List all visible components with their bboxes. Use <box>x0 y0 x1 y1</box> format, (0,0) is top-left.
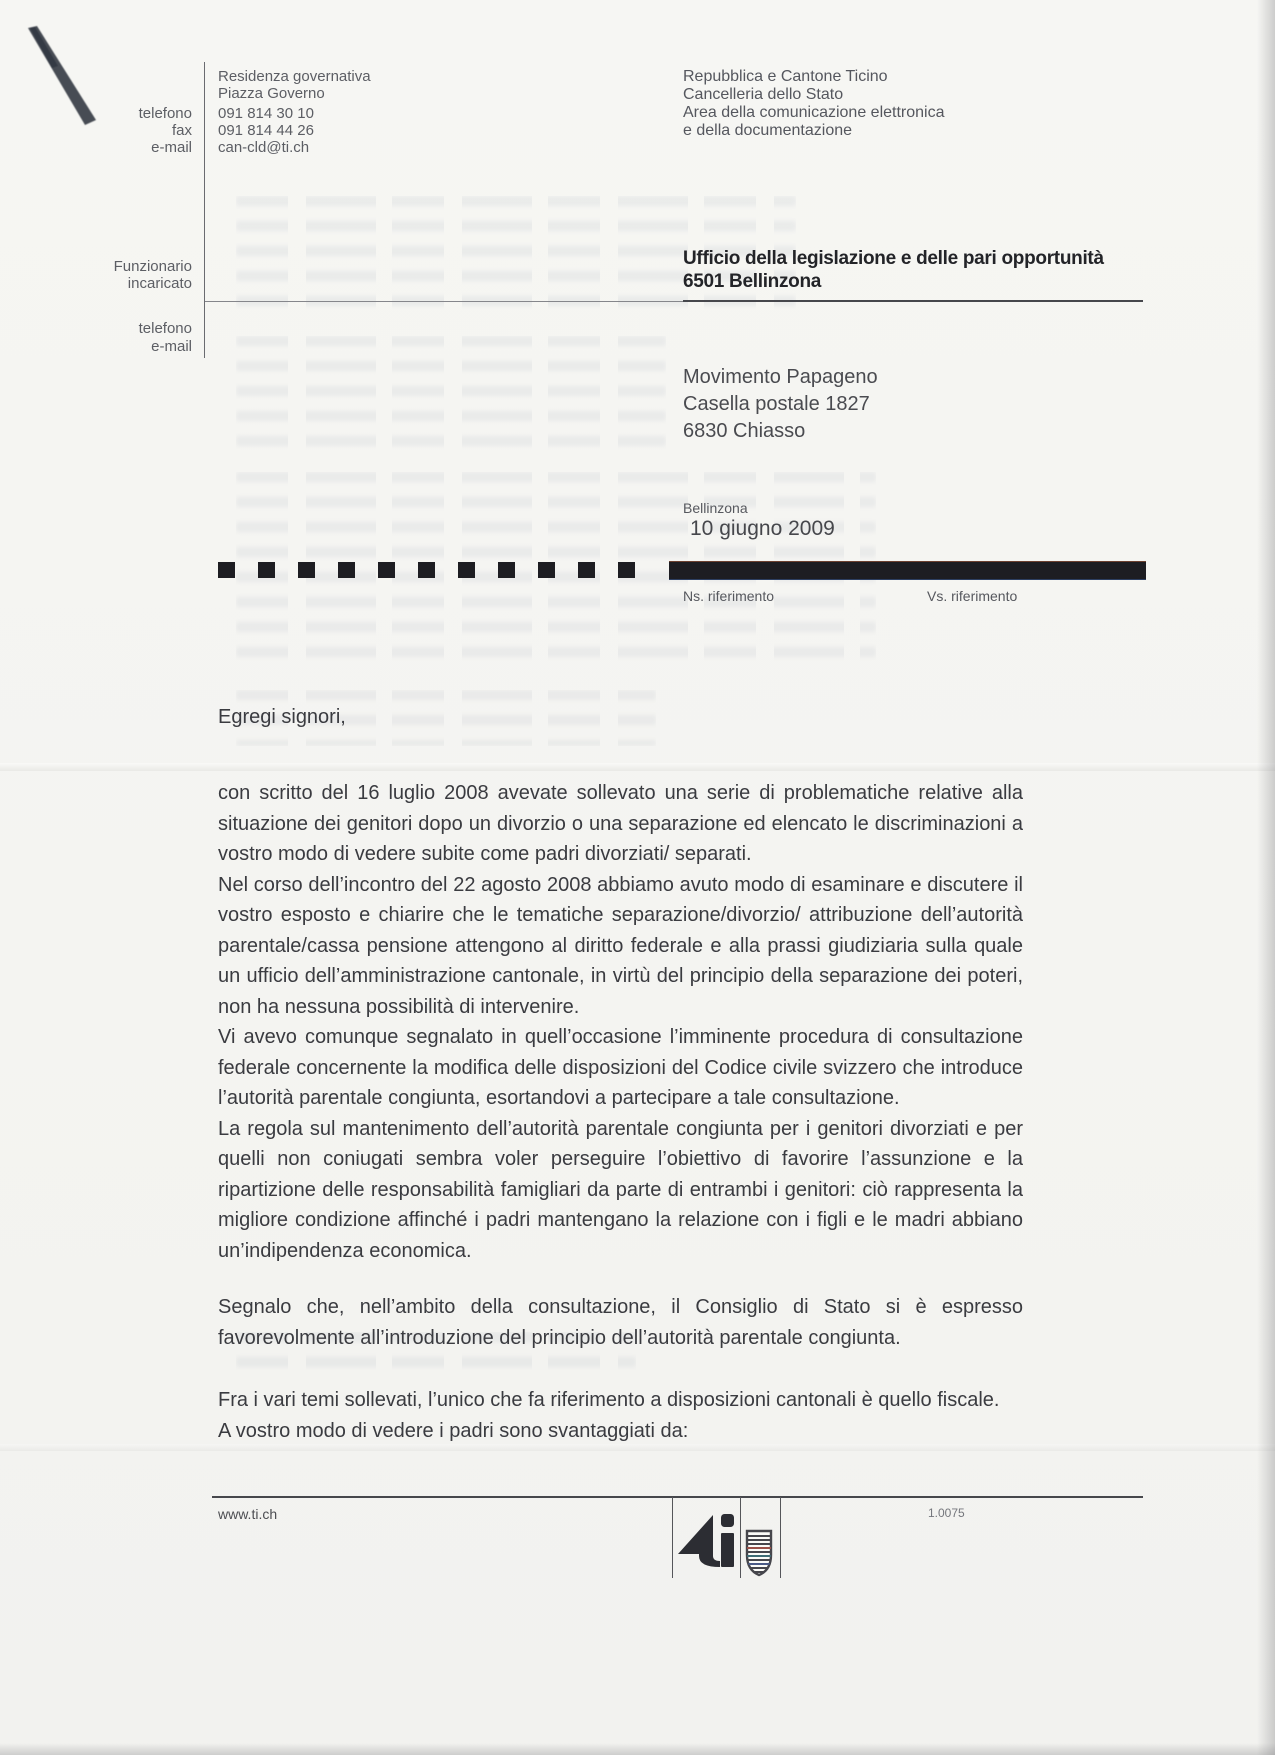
our-reference-label: Ns. riferimento <box>683 588 775 604</box>
paper-fold-crease <box>0 763 1275 771</box>
contact-label: telefono <box>138 105 192 122</box>
separator-bar <box>669 561 1146 580</box>
separator-square <box>298 562 315 578</box>
org-line: Repubblica e Cantone Ticino <box>683 68 888 85</box>
contact-label: e-mail <box>151 139 192 156</box>
separator-square <box>418 562 435 578</box>
org-line: Cancelleria dello Stato <box>683 86 844 103</box>
footer-logo-divider <box>780 1497 781 1578</box>
body-paragraph-block <box>218 1385 1023 1446</box>
separator-square <box>338 562 355 578</box>
body-paragraph-block <box>218 1292 1023 1353</box>
separator-square <box>538 562 555 578</box>
separator-square <box>578 562 595 578</box>
org-line: Area della comunicazione elettronica <box>683 104 945 121</box>
salutation: Egregi signori, <box>218 706 346 728</box>
recipient-line: 6830 Chiasso <box>683 420 806 442</box>
letter-date: 10 giugno 2009 <box>690 517 835 540</box>
date-place-label: Bellinzona <box>683 500 748 516</box>
sender-address-line: Piazza Governo <box>218 85 325 102</box>
scan-edge-shadow <box>0 1743 1275 1755</box>
email-value: can-cld@ti.ch <box>218 139 310 156</box>
officer-label: incaricato <box>127 275 192 292</box>
office-city: 6501 Bellinzona <box>683 271 822 292</box>
separator-square <box>458 562 475 578</box>
body-paragraph: con scritto del 16 luglio 2008 avevate sollevato una serie di problematiche relative alla situazione dei genitori dopo un divorzio o una separazione ed elencato le discriminazioni a vostro modo di vedere subite come padri divorziati/ separati. <box>218 782 1023 865</box>
recipient-line: Casella postale 1827 <box>683 393 870 415</box>
ink-bleedthrough <box>236 336 666 454</box>
separator-square <box>258 562 275 578</box>
officer-contact-label: e-mail <box>151 338 192 355</box>
office-title: Ufficio della legislazione e delle pari opportunità <box>683 248 1104 269</box>
footer-logo-divider <box>740 1497 741 1578</box>
separator-square <box>378 562 395 578</box>
footer-website: www.ti.ch <box>218 1506 278 1522</box>
scan-edge-shadow <box>1257 0 1275 1755</box>
body-paragraph: La regola sul mantenimento dell’autorità parentale congiunta per i genitori divorziati e per quelli non coniugati sembra voler perseguire l’obiettivo di favorire l’assunzione e la ripartizione delle responsabilità famigliari da parte di entrambi i genitori: ciò rappresenta la migliore condizione affinché i padri mantengano la relazione con i figli e le madri abbiano un’indipendenza economica. <box>218 1117 1023 1262</box>
body-paragraph: Nel corso dell’incontro del 22 agosto 2008 abbiamo avuto modo di esaminare e discutere il vostro esposto e chiarire che le tematiche separazione/divorzio/ attribuzione dell’autorità parentale/cassa pensione attengono al diritto federale e alla prassi giudiziaria sulla quale un ufficio dell’amministrazione cantonale, in virtù del principio della separazione dei poteri, non ha nessuna possibilità di intervenire. <box>218 873 1023 1018</box>
ticino-ti-logo-icon <box>676 1511 734 1569</box>
footer-logo-divider <box>672 1497 673 1578</box>
office-title-rule <box>683 300 1143 302</box>
body-paragraph: Fra i vari temi sollevati, l’unico che fa riferimento a disposizioni cantonali è quello fiscale. <box>218 1389 1000 1411</box>
body-paragraph-block <box>218 778 1023 1022</box>
body-paragraph-block <box>218 1022 1023 1266</box>
contact-label: fax <box>171 122 192 139</box>
body-paragraph: A vostro modo di vedere i padri sono svantaggiati da: <box>218 1419 689 1442</box>
body-paragraph: Vi avevo comunque segnalato in quell’occasione l’imminente procedura di consultazione federale concernente la modifica delle disposizioni del Codice civile svizzero che introduce l’autorità parentale congiunta, esortandovi a partecipare a tale consultazione. <box>218 1026 1023 1109</box>
body-paragraph: Segnalo che, nell’ambito della consultazione, il Consiglio di Stato si è espresso favorevolmente all’introduzione del principio dell’autorità parentale congiunta. <box>218 1296 1023 1349</box>
separator-square <box>498 562 515 578</box>
separator-square <box>618 562 635 578</box>
separator-squares <box>218 562 635 578</box>
footer-doc-code: 1.0075 <box>928 1506 965 1520</box>
letterhead-divider-line <box>204 62 205 358</box>
separator-square <box>218 562 235 578</box>
fax-value: 091 814 44 26 <box>218 122 314 139</box>
officer-label: Funzionario <box>113 258 192 275</box>
ticino-coat-of-arms-icon <box>744 1528 774 1578</box>
sender-address-line: Residenza governativa <box>218 68 371 85</box>
org-line: e della documentazione <box>683 122 853 139</box>
recipient-line: Movimento Papageno <box>683 366 878 388</box>
officer-contact-label: telefono <box>138 320 192 337</box>
footer-rule <box>212 1496 1143 1498</box>
phone-value: 091 814 30 10 <box>218 105 314 122</box>
your-reference-label: Vs. riferimento <box>927 588 1018 604</box>
